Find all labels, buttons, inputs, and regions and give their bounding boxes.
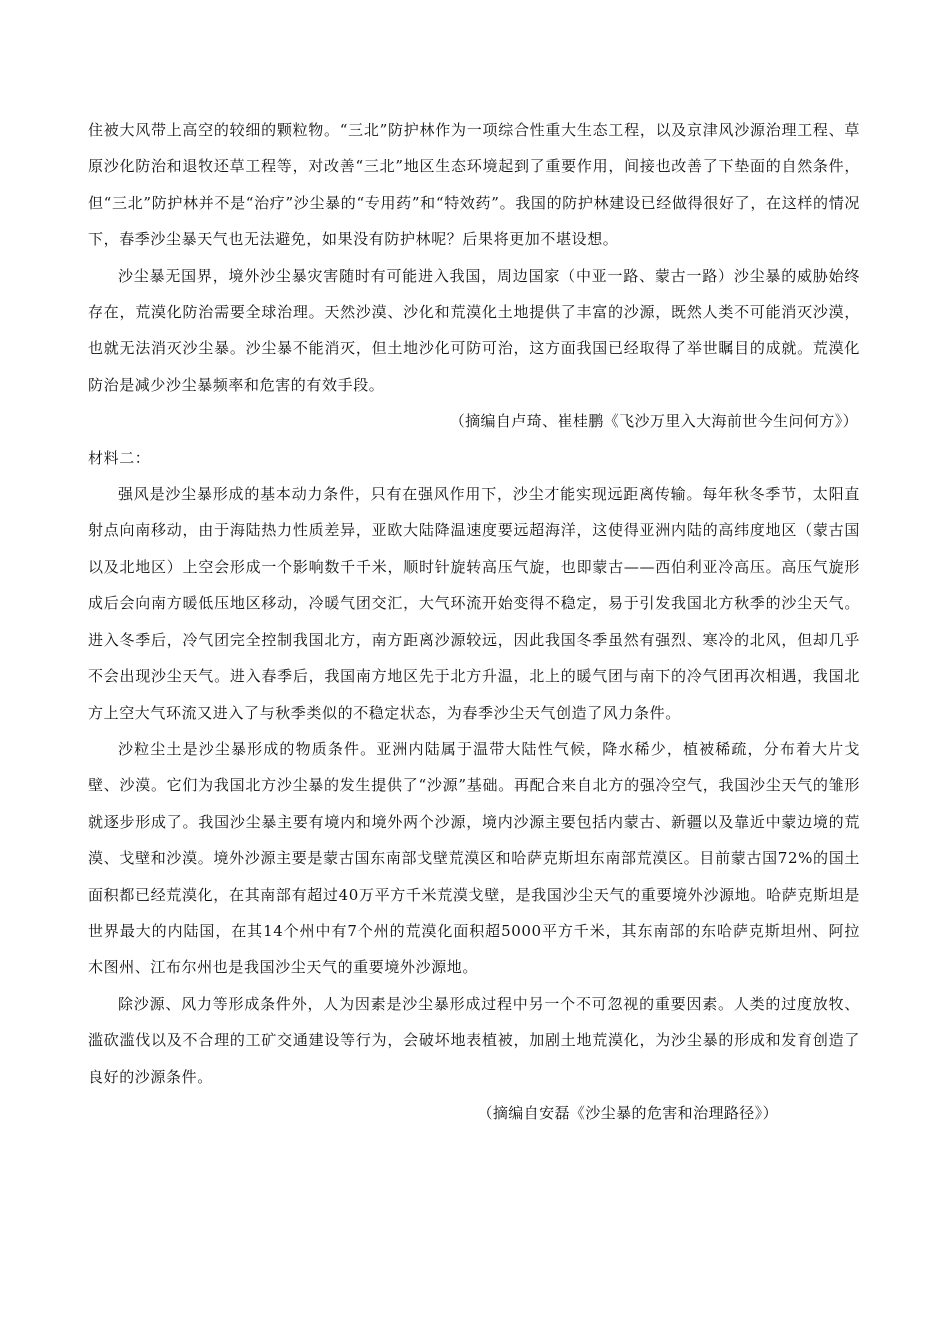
material-two-label: 材料二：: [88, 448, 151, 467]
document-page: [88, 112, 860, 1131]
material-two-paragraph-3: 除沙源、风力等形成条件外，人为因素是沙尘暴形成过程中另一个不可忽视的重要因素。人类的过度放牧、滥砍滥伐以及不合理的工矿交通建设等行为，会破坏地表植被，加剧土地荒漠化，为沙尘暴的形成和发育创造了良好的沙源条件。: [88, 994, 860, 1086]
material-two-paragraph-2: 沙粒尘土是沙尘暴形成的物质条件。亚洲内陆属于温带大陆性气候，降水稀少，植被稀疏，分布着大片戈壁、沙漠。它们为我国北方沙尘暴的发生提供了“沙源”基础。再配合来自北方的强冷空气，我国沙尘天气的雏形就逐步形成了。我国沙尘暴主要有境内和境外两个沙源，境内沙源主要包括内蒙古、新疆以及靠近中蒙边境的荒漠、戈壁和沙漠。境外沙源主要是蒙古国东南部戈壁荒漠区和哈萨克斯坦东南部荒漠区。目前蒙古国72%的国土面积都已经荒漠化，在其南部有超过40万平方千米荒漠戈壁，是我国沙尘天气的重要境外沙源地。哈萨克斯坦是世界最大的内陆国，在其14个州中有7个州的荒漠化面积超5000平方千米，其东南部的东哈萨克斯坦州、阿拉木图州、江布尔州也是我国沙尘天气的重要境外沙源地。: [88, 739, 860, 977]
material-two-source: （摘编自安磊《沙尘暴的危害和治理路径》）: [477, 1103, 778, 1122]
material-one-source: （摘编自卢琦、崔桂鹏《飞沙万里入大海前世今生问何方》）: [449, 412, 858, 431]
material-one-paragraph-1: 住被大风带上高空的较细的颗粒物。“三北”防护林作为一项综合性重大生态工程，以及京津风沙源治理工程、草原沙化防治和退牧还草工程等，对改善“三北”地区生态环境起到了重要作用，间接也改善了下垫面的自然条件，但“三北”防护林并不是“治疗”沙尘暴的“专用药”和“特效药”。我国的防护林建设已经做得很好了，在这样的情况下，春季沙尘暴天气也无法避免，如果没有防护林呢？后果将更加不堪设想。: [88, 121, 860, 249]
material-two-paragraph-1: 强风是沙尘暴形成的基本动力条件，只有在强风作用下，沙尘才能实现远距离传输。每年秋冬季节，太阳直射点向南移动，由于海陆热力性质差异，亚欧大陆降温速度要远超海洋，这使得亚洲内陆的高纬度地区（蒙古国以及北地区）上空会形成一个影响数千千米，顺时针旋转高压气旋，也即蒙古——西伯利亚冷高压。高压气旋形成后会向南方暖低压地区移动，冷暖气团交汇，大气环流开始变得不稳定，易于引发我国北方秋季的沙尘天气。进入冬季后，冷气团完全控制我国北方，南方距离沙源较远，因此我国冬季虽然有强烈、寒冷的北风，但却几乎不会出现沙尘天气。进入春季后，我国南方地区先于北方升温，北上的暖气团与南下的冷气团再次相遇，我国北方上空大气环流又进入了与秋季类似的不稳定状态，为春季沙尘天气创造了风力条件。: [88, 485, 860, 722]
material-one-paragraph-2: 沙尘暴无国界，境外沙尘暴灾害随时有可能进入我国，周边国家（中亚一路、蒙古一路）沙尘暴的威胁始终存在，荒漠化防治需要全球治理。天然沙漠、沙化和荒漠化土地提供了丰富的沙源，既然人类不可能消灭沙漠，也就无法消灭沙尘暴。沙尘暴不能消灭，但土地沙化可防可治，这方面我国已经取得了举世瞩目的成就。荒漠化防治是减少沙尘暴频率和危害的有效手段。: [88, 266, 860, 394]
